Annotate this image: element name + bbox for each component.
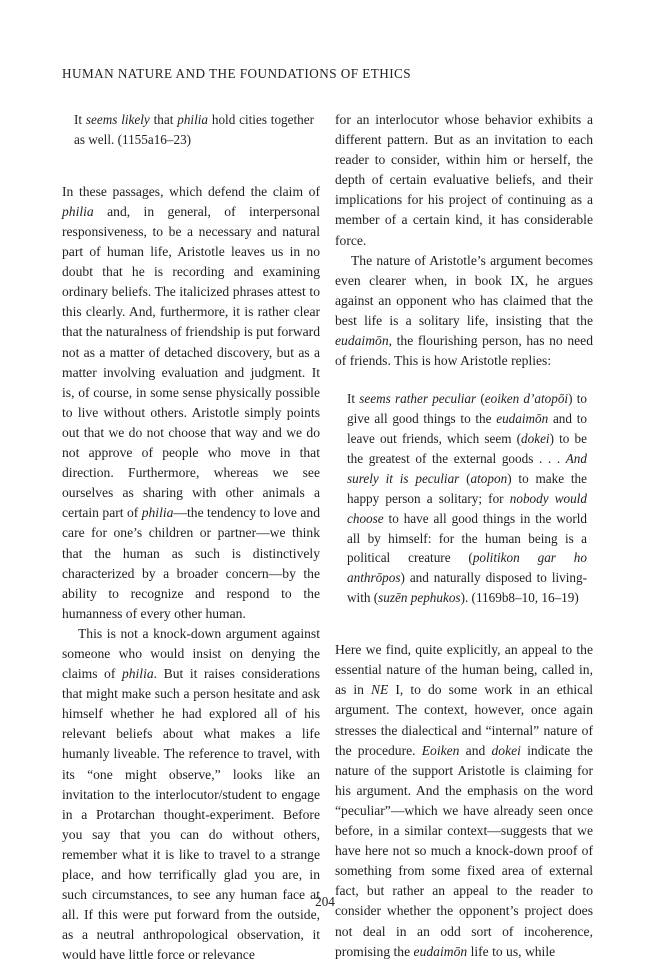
text-run: and to leave out friends, which seem (	[347, 411, 587, 447]
italic-run: Eoiken	[421, 742, 460, 758]
italic-run: nobody would choose	[347, 490, 587, 526]
text-run: (	[459, 470, 471, 486]
text-run: This is not a knock-down argument against someone who would insist on denying the claims of	[62, 625, 320, 682]
text-run: I, to do some work in an ethical argument. The context, however, once again stresses the dialectical and “internal” nature of the procedure.	[335, 682, 594, 758]
italic-run: dokei	[491, 742, 521, 758]
italic-run: dokei	[521, 431, 550, 447]
italic-run: philia	[177, 112, 209, 127]
page-number: 204	[315, 894, 335, 909]
text-run: —the tendency to love and care for one’s children or partner—we think that the human as such is distinctively characterized by a broader concern—by the ability to recognize and respond to the humanness of every other human.	[62, 505, 320, 621]
italic-run: NE	[370, 682, 389, 698]
text-run: life to us, while	[467, 943, 556, 959]
right-column	[335, 110, 593, 962]
body-paragraph	[335, 251, 593, 372]
text-run: ) and naturally disposed to living-with (	[347, 570, 587, 606]
text-run: and	[459, 742, 492, 758]
running-head: HUMAN NATURE AND THE FOUNDATIONS OF ETHICS	[62, 66, 412, 81]
text-run: ) to give all good things to the	[347, 391, 587, 427]
text-run: indicate the nature of the support Aristotle is claiming for his argument. And the emphasis on the word “peculiar”—which we have already seen once before, in a similar context—suggests that we have here not so much a knock-down proof of something from some fixed area of external fact, but rather an appeal to the reader to consider whether the opponent’s project does not deal in an odd sort of incoherence, promising the	[335, 742, 593, 959]
text-run: for an interlocutor whose behavior exhibits a different pattern. But as an invitation to each reader to consider, within him or herself, the depth of certain evaluative beliefs, and their implications for his project of continuing as a member of a certain kind, it has considerable force.	[335, 112, 593, 248]
text-run: Here we find, quite explicitly, an appeal to the essential nature of the human being, called in, as in	[335, 642, 593, 698]
text-run: . But it raises considerations that might make such a person hesitate and ask himself whether he had explored all of his relevant beliefs about what makes a life humanly liveable. The reference to travel, with its “one might observe,” looks like an invitation to the interlocutor/student to engage in a Protarchan thought-experiment. Before you say that you can do without others, remember what it is like to travel to a strange place, and how terrifically glad you are, in such circumstances, to see any human face at all. If this were put forward from the outside, as a neutral anthropological observation, it would have little force or relevance	[62, 666, 320, 963]
italic-run: philia	[121, 666, 154, 682]
text-run: (	[476, 391, 485, 407]
italic-run: atopon	[470, 470, 508, 486]
block-quote	[62, 110, 320, 150]
left-column	[62, 110, 320, 965]
italic-run: philia	[141, 505, 174, 521]
text-run: In these passages, which defend the claim of	[62, 183, 320, 199]
text-run: , the flourishing person, has no need of friends. This is how Aristotle replies:	[335, 333, 593, 369]
italic-run: politikon gar ho anthrōpos	[347, 550, 587, 586]
italic-run: eoiken d’atopōi	[484, 391, 569, 407]
italic-run: seems rather peculiar	[359, 391, 477, 407]
italic-run: suzēn pephukos	[378, 590, 461, 606]
text-run: that	[149, 112, 178, 127]
text-run: and, in general, of interpersonal responsiveness, to be a necessary and natural part of human life, Aristotle leaves us in no doubt that he is recording and examining ordinary beliefs. The italicized phrases attest to this clearly. And, furthermore, it is rather clear that the naturalness of friendship is put forward not as a matter of detached discovery, but as a matter involving evaluation and judgment. It is, of course, in some sense physically possible to live without others. Aristotle simply points out that we do not choose that way and we do not approve of people who move in that direction. Furthermore, whereas we see ourselves as sharing with other animals a certain part of	[62, 203, 320, 521]
text-run: to have all good things in the world all by himself: for the human being is a political creature (	[347, 510, 587, 566]
text-run: hold cities together as well. (1155a16–23)	[74, 112, 315, 147]
quote-paragraph	[74, 110, 314, 150]
italic-run: seems likely	[85, 112, 150, 127]
italic-run: eudaimōn	[496, 411, 549, 427]
text-run: ) to be the greatest of the external goods . . .	[347, 431, 587, 466]
italic-run: And surely it is peculiar	[347, 450, 587, 486]
italic-run: philia	[62, 203, 94, 219]
text-run: It	[347, 391, 360, 407]
italic-run: eudaimōn	[413, 943, 468, 959]
quote-paragraph	[347, 389, 587, 608]
text-run: The nature of Aristotle’s argument becomes even clearer when, in book IX, he argues against an opponent who has claimed that the best life is a solitary life, insisting that the	[335, 252, 593, 328]
body-paragraph	[335, 640, 593, 962]
text-run: ). (1169b8–10, 16–19)	[460, 590, 579, 606]
text-run: It	[74, 112, 86, 127]
italic-run: eudaimōn	[335, 333, 389, 349]
body-paragraph	[62, 182, 320, 624]
body-paragraph	[62, 624, 320, 966]
block-quote	[335, 389, 593, 608]
body-paragraph	[335, 110, 593, 251]
text-run: ) to make the happy person a solitary; for	[347, 470, 587, 506]
